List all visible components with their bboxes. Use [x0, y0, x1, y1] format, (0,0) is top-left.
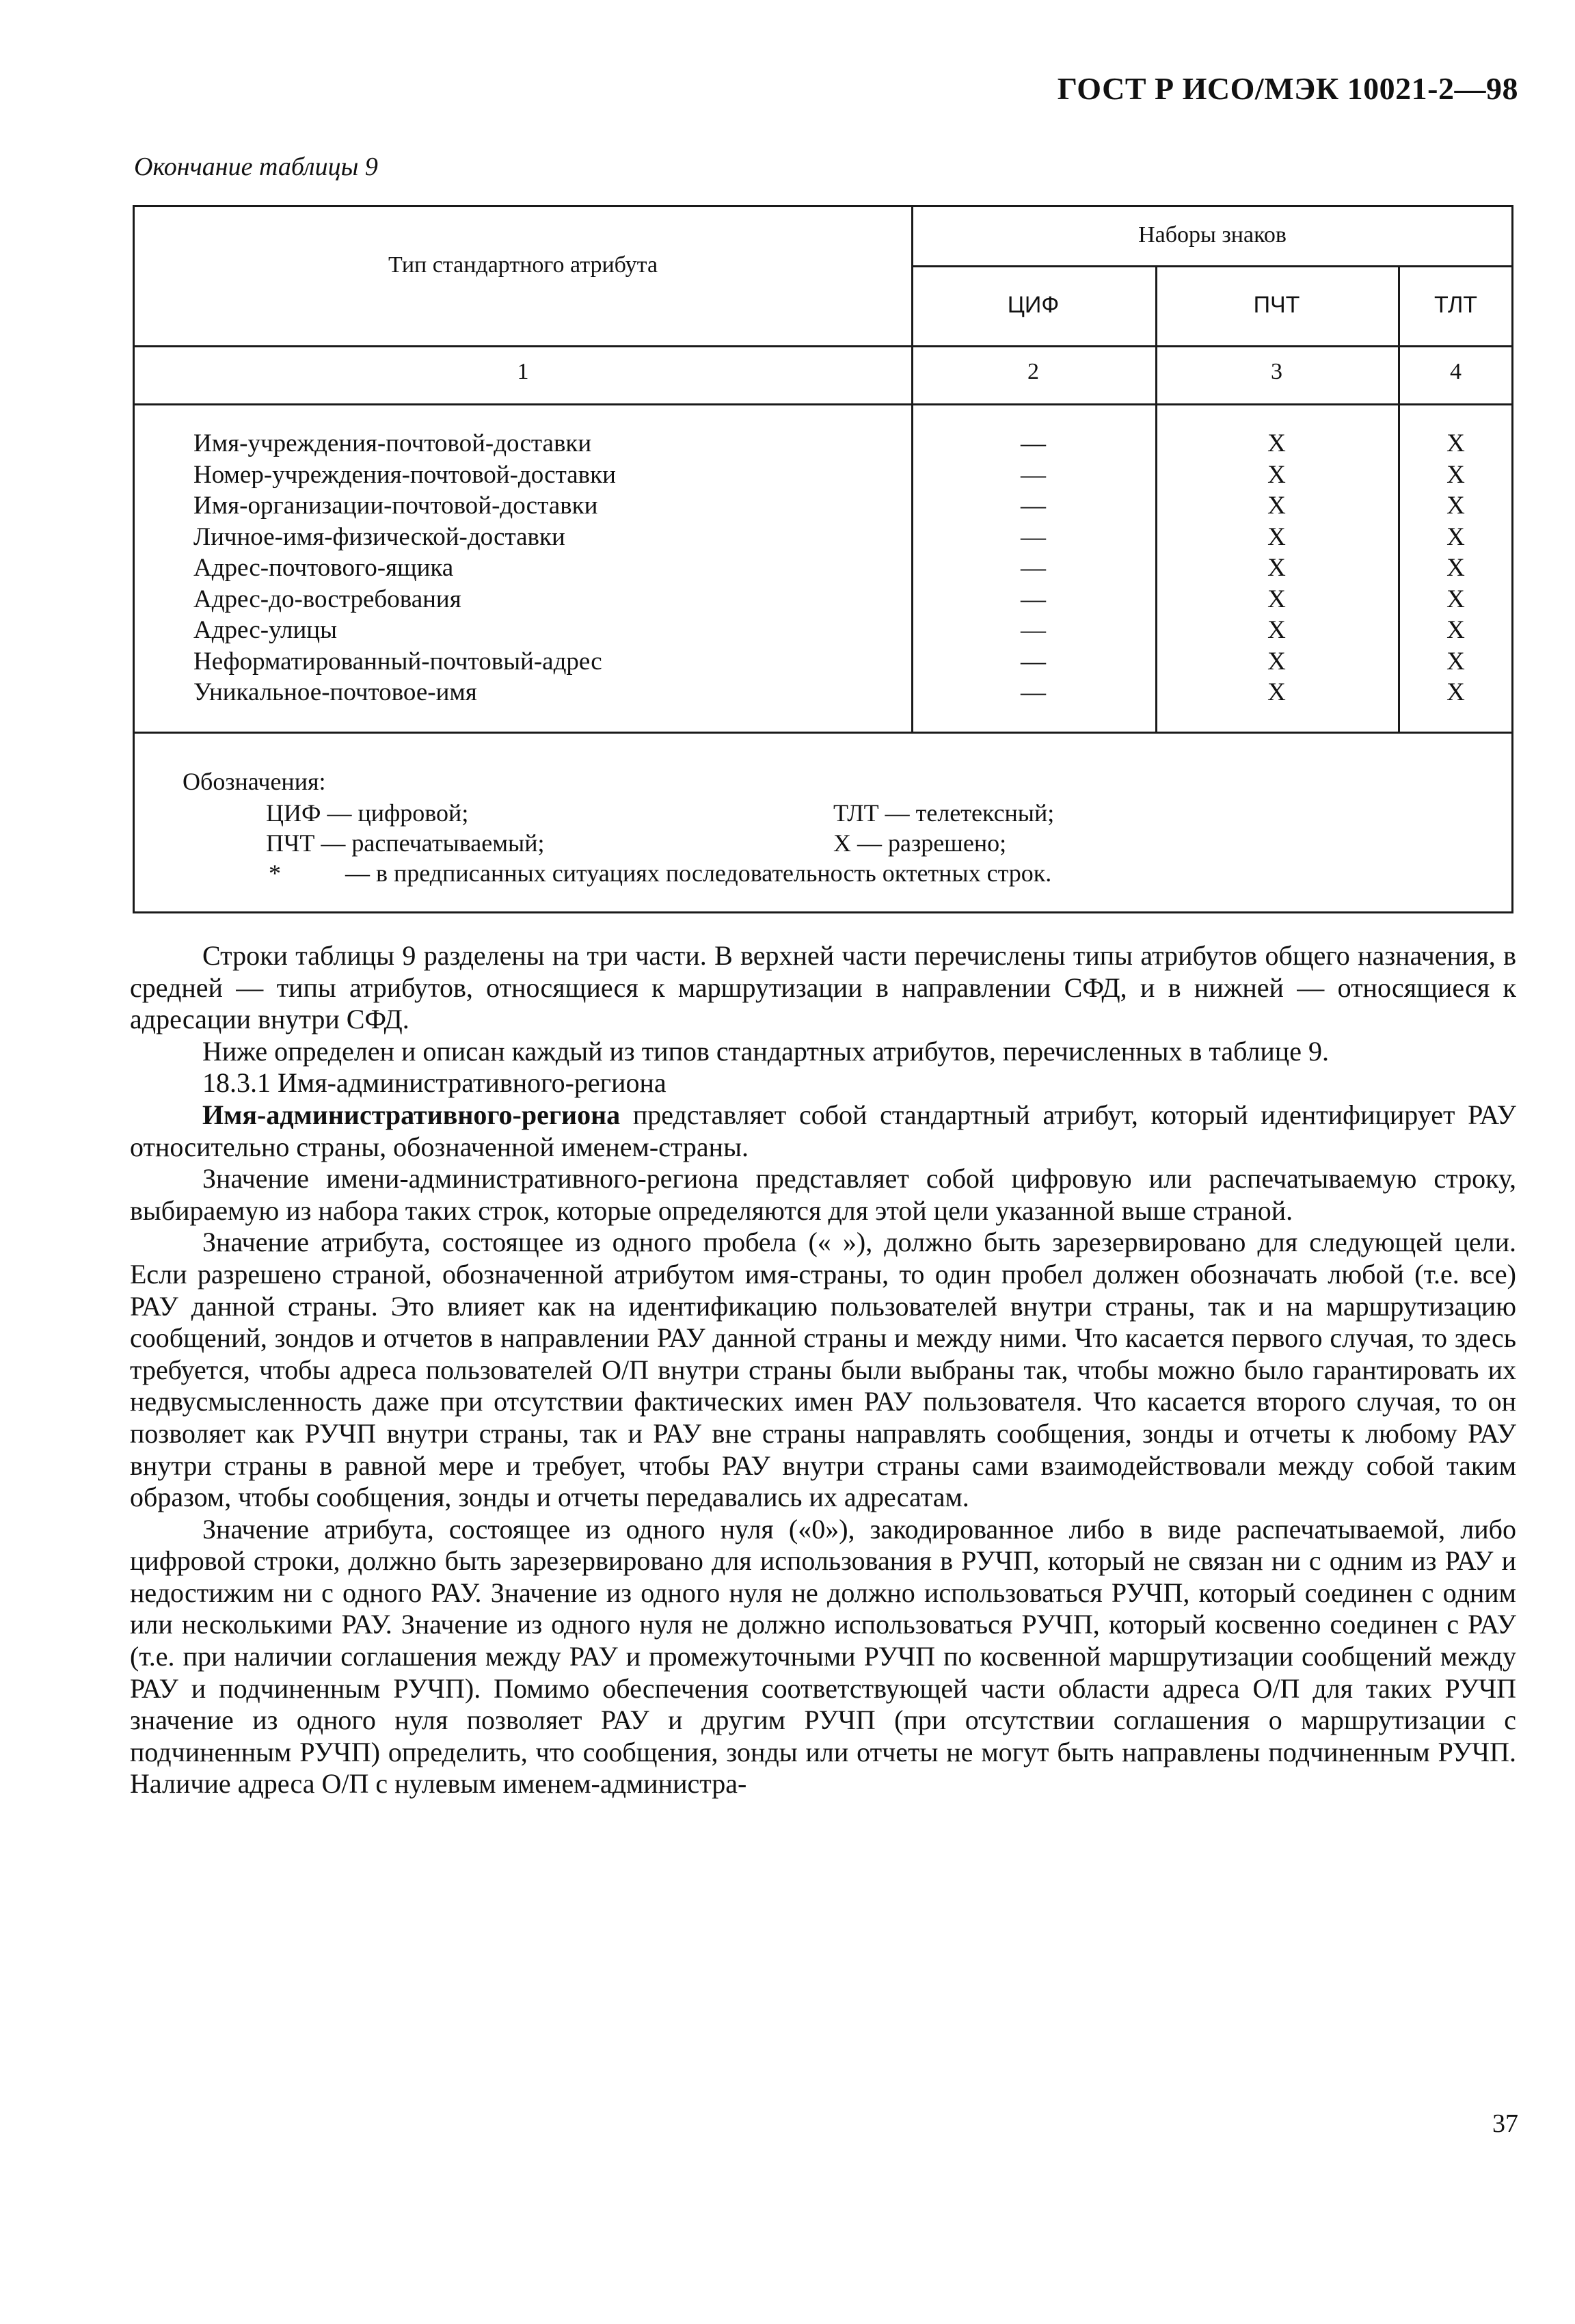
- pcht-value: X: [1267, 678, 1286, 706]
- body-text: [130, 940, 1516, 1800]
- tlt-value: X: [1446, 616, 1465, 644]
- attribute-name: Номер-учреждения-почтовой-доставки: [193, 460, 616, 489]
- cif-value: —: [1021, 429, 1046, 457]
- term-bold: Имя-административного-региона: [202, 1099, 621, 1130]
- cif-value: —: [1021, 554, 1046, 582]
- paragraph: Значение атрибута, состоящее из одного пробела (« »), должно быть зарезервировано для следующей цели. Если разрешено страной, обозначенной атрибутом имя-страны, то один пробел должен обозначать любой (т.е. все) РАУ данной страны. Это влияет как на идентификацию пользователей внутри страны, так и на маршрутизацию сообщений, зондов и отчетов в направлении РАУ данной страны и между ними. Что касается первого случая, то здесь требуется, чтобы адреса пользователей О/П внутри страны были выбраны так, чтобы можно было гарантировать их недвусмысленность даже при отсутствии фактических имен РАУ пользователя. Что касается второго случая, то он позволяет как РУЧП внутри страны, так и РАУ вне страны направлять сообщения, зонды и отчеты к любому РАУ внутри страны в равной мере и требует, чтобы РАУ внутри страны сами взаимодействовали между собой таким образом, чтобы сообщения, зонды и отчеты передавались их адресатам.: [130, 1227, 1516, 1513]
- pcht-value: X: [1267, 460, 1286, 489]
- cif-values: [911, 428, 1155, 708]
- table-line: [135, 345, 1513, 347]
- pcht-value: X: [1267, 429, 1286, 457]
- paragraph-rest: представляет собой стандартный атрибут, который идентифицирует РАУ относительно страны, обозначенной именем-страны.: [130, 1099, 1516, 1162]
- section-title: 18.3.1 Имя-административного-региона: [202, 1067, 667, 1099]
- paragraph: Строки таблицы 9 разделены на три части. В верхней части перечислены типы атрибутов общего назначения, в средней — типы атрибутов, относящиеся к маршрутизации в направлении СФД, и в нижней — относящиеся к адресации внутри СФД.: [130, 940, 1516, 1035]
- page-number: 37: [1492, 2109, 1518, 2138]
- subheader-pcht: ПЧТ: [1253, 292, 1300, 318]
- attribute-name: Адрес-почтового-ящика: [193, 554, 454, 582]
- cif-value: —: [1021, 492, 1046, 520]
- legend-x: X — разрешено;: [833, 829, 1007, 857]
- attribute-name: Неформатированный-почтовый-адрес: [193, 647, 602, 676]
- tlt-value: X: [1446, 678, 1465, 706]
- pcht-values: [1155, 428, 1398, 708]
- attribute-name: Адрес-до-востребования: [193, 585, 461, 613]
- legend-star-symbol: *: [269, 859, 281, 887]
- tlt-value: X: [1446, 585, 1465, 613]
- table-line: [135, 403, 1513, 405]
- attribute-name: Имя-учреждения-почтовой-доставки: [193, 429, 592, 457]
- paragraph: Ниже определен и описан каждый из типов стандартных атрибутов, перечисленных в таблице 9.: [202, 1035, 1329, 1067]
- pcht-value: X: [1267, 616, 1286, 644]
- header-attribute-type: Тип стандартного атрибута: [388, 252, 658, 278]
- attribute-table: [133, 205, 1513, 913]
- cif-value: —: [1021, 647, 1046, 676]
- cif-value: —: [1021, 460, 1046, 489]
- pcht-value: X: [1267, 647, 1286, 676]
- legend-cif: ЦИФ — цифровой;: [266, 799, 469, 827]
- pcht-value: X: [1267, 492, 1286, 520]
- column-number: 3: [1271, 359, 1282, 384]
- document-code: ГОСТ Р ИСО/МЭК 10021-2—98: [1057, 71, 1518, 106]
- subheader-cif: ЦИФ: [1007, 292, 1060, 318]
- table-line: [135, 732, 1513, 734]
- legend-title: Обозначения:: [183, 768, 326, 795]
- pcht-value: X: [1267, 522, 1286, 551]
- cif-value: —: [1021, 585, 1046, 613]
- pcht-value: X: [1267, 554, 1286, 582]
- attribute-name: Уникальное-почтовое-имя: [193, 678, 477, 706]
- table-caption: Окончание таблицы 9: [134, 152, 378, 181]
- attribute-name: Личное-имя-физической-доставки: [193, 522, 565, 551]
- tlt-value: X: [1446, 647, 1465, 676]
- tlt-value: X: [1446, 522, 1465, 551]
- attribute-name-list: [193, 428, 616, 708]
- pcht-value: X: [1267, 585, 1286, 613]
- cif-value: —: [1021, 522, 1046, 551]
- attribute-name: Имя-организации-почтовой-доставки: [193, 492, 598, 520]
- paragraph: Значение атрибута, состоящее из одного нуля («0»), закодированное либо в виде распечатываемой, либо цифровой строки, должно быть зарезервировано для использования в РУЧП, который не связан ни с одним из РАУ и недостижим ни с одного РАУ. Значение из одного нуля не должно использоваться РУЧП, который соединен с одним или несколькими РАУ. Значение из одного нуля не должно использоваться РУЧП, который косвенно соединен с РАУ (т.е. при наличии соглашения между РАУ и промежуточными РУЧП по косвенной маршрутизации сообщений между РАУ и подчиненным РУЧП). Помимо обеспечения соответствующей части области адреса О/П для таких РУЧП значение из одного нуля позволяет РАУ и другим РУЧП (при отсутствии соглашения о маршрутизации с подчиненным РУЧП) определить, что сообщения, зонды или отчеты не могут быть направлены подчиненным РУЧП. Наличие адреса О/П с нулевым именем-администра-: [130, 1513, 1516, 1800]
- cif-value: —: [1021, 616, 1046, 644]
- subheader-tlt: ТЛТ: [1433, 292, 1478, 318]
- header-character-sets: Наборы знаков: [1138, 222, 1287, 248]
- paragraph: Значение имени-административного-региона представляет собой цифровую или распечатываемую строку, выбираемую из набора таких строк, которые определяются для этой цели указанной выше страной.: [130, 1163, 1516, 1226]
- tlt-value: X: [1446, 460, 1465, 489]
- tlt-values: [1398, 428, 1513, 708]
- legend-tlt: ТЛТ — телетексный;: [833, 799, 1055, 827]
- column-number: 1: [517, 359, 529, 384]
- tlt-value: X: [1446, 492, 1465, 520]
- cif-value: —: [1021, 678, 1046, 706]
- legend-pcht: ПЧТ — распечатываемый;: [266, 829, 545, 857]
- tlt-value: X: [1446, 429, 1465, 457]
- attribute-name: Адрес-улицы: [193, 616, 337, 644]
- tlt-value: X: [1446, 554, 1465, 582]
- column-number: 4: [1450, 359, 1462, 384]
- legend-star: — в предписанных ситуациях последовательность октетных строк.: [345, 859, 1052, 887]
- paragraph: [130, 1099, 1516, 1163]
- column-number: 2: [1027, 359, 1039, 384]
- table-line: [911, 265, 1513, 267]
